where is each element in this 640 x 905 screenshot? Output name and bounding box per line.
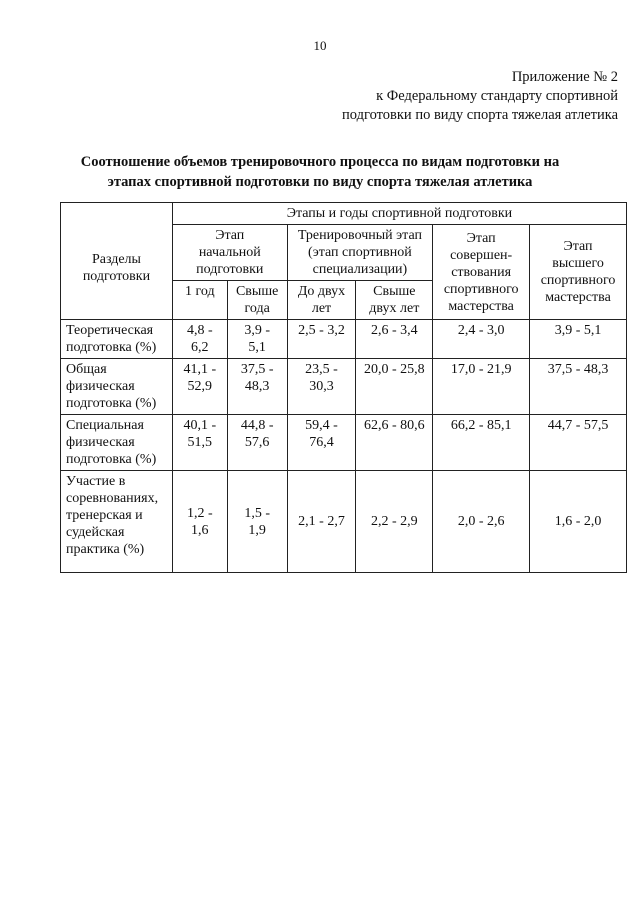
cell-line: 62,6 - 80,6: [363, 418, 425, 433]
cell-line: 5,1: [248, 340, 266, 355]
cell-line: 37,5 - 48,3: [547, 362, 609, 377]
cell-line: 23,5 -: [305, 362, 338, 377]
row-label: [61, 415, 173, 471]
cell-line: 1,5 -: [244, 505, 270, 521]
cell-line: подготовки: [82, 269, 151, 284]
cell-line: Тренировочный этап: [297, 228, 422, 243]
value-cell: [172, 359, 227, 415]
value-cell: [287, 320, 356, 359]
appendix-line: подготовки по виду спорта тяжелая атлетика: [342, 107, 618, 123]
value-cell: [287, 415, 356, 471]
cell-line: 1,2 -: [186, 505, 213, 521]
value-cell: [433, 471, 530, 573]
cell-line: подготовка (%): [66, 396, 157, 411]
cell-line: года: [244, 301, 270, 316]
value-cell: [433, 415, 530, 471]
cell-line: 2,2 - 2,9: [370, 514, 418, 529]
cell-line: 2,5 - 3,2: [298, 323, 345, 338]
value-cell: [287, 471, 356, 573]
value-cell: [356, 415, 433, 471]
cell-line: Этап: [466, 230, 496, 246]
value-cell: [227, 320, 287, 359]
cell-line: 6,2: [191, 340, 209, 355]
cell-line: 1 год: [184, 284, 215, 299]
cell-line: Разделы: [91, 252, 141, 267]
cell-line: 51,5: [187, 435, 213, 450]
cell-line: Этап: [215, 228, 245, 243]
table-row: [61, 359, 627, 415]
cell-line: двух лет: [369, 301, 420, 316]
value-cell: [530, 359, 627, 415]
cell-line: Теоретическая: [66, 323, 154, 338]
cell-line: 3,9 -: [244, 323, 270, 338]
header-stage-initial: [172, 225, 287, 281]
cell-line: спортивного: [443, 281, 519, 297]
cell-line: Свыше: [235, 284, 279, 299]
cell-line: 76,4: [309, 435, 334, 450]
header-stages-group: Этапы и годы спортивной подготовки: [172, 203, 626, 225]
header-stage-improvement: [433, 225, 530, 320]
training-ratio-table: [60, 202, 627, 573]
value-cell: [356, 359, 433, 415]
cell-line: 44,8 -: [240, 418, 274, 433]
value-cell: [433, 359, 530, 415]
cell-line: начальной: [198, 245, 261, 260]
value-cell: [227, 471, 287, 573]
value-cell: [530, 415, 627, 471]
title-line: Соотношение объемов тренировочного процесса по видам подготовки на: [80, 154, 560, 170]
cell-line: 2,1 - 2,7: [298, 514, 345, 529]
cell-line: тренерская и: [66, 508, 143, 523]
cell-line: Участие в: [66, 474, 126, 489]
cell-line: Свыше: [373, 284, 416, 299]
cell-line: 1,6 - 2,0: [554, 514, 602, 529]
value-cell: [172, 415, 227, 471]
header-up-to-two-years: [287, 281, 356, 320]
value-cell: [287, 359, 356, 415]
cell-line: 3,9 - 5,1: [554, 323, 602, 338]
cell-line: 2,4 - 3,0: [457, 323, 505, 338]
cell-line: 57,6: [244, 435, 270, 450]
value-cell: [530, 320, 627, 359]
value-cell: [530, 471, 627, 573]
header-stage-training: [287, 225, 433, 281]
cell-line: физическая: [66, 435, 135, 450]
cell-line: До двух: [297, 284, 346, 299]
value-cell: [356, 320, 433, 359]
table-row: [61, 320, 627, 359]
cell-line: Специальная: [66, 418, 144, 433]
cell-line: 1,9: [248, 522, 266, 538]
cell-line: ствования: [451, 264, 512, 280]
cell-line: совершен-: [450, 247, 513, 263]
cell-line: 37,5 -: [240, 362, 274, 377]
row-label: [61, 471, 173, 573]
header-over-two-years: [356, 281, 433, 320]
cell-line: физическая: [66, 379, 135, 394]
cell-line: 48,3: [244, 379, 270, 394]
value-cell: [356, 471, 433, 573]
cell-line: 4,8 -: [186, 323, 213, 338]
header-over-year: [227, 281, 287, 320]
table-body: [61, 320, 627, 573]
cell-line: высшего: [552, 256, 604, 271]
value-cell: [172, 320, 227, 359]
cell-line: Общая: [66, 362, 107, 377]
cell-line: соревнованиях,: [66, 491, 159, 506]
value-cell: [227, 359, 287, 415]
cell-line: практика (%): [66, 542, 145, 557]
cell-line: судейская: [66, 525, 125, 540]
header-sections: [61, 203, 173, 320]
cell-line: 59,4 -: [305, 418, 338, 433]
cell-line: 52,9: [187, 379, 213, 394]
cell-line: 20,0 - 25,8: [363, 362, 425, 377]
cell-line: 41,1 -: [183, 362, 217, 377]
cell-line: 44,7 - 57,5: [547, 418, 609, 433]
cell-line: специализации): [312, 262, 408, 277]
cell-line: подготовки: [196, 262, 264, 277]
value-cell: [433, 320, 530, 359]
cell-line: мастерства: [448, 298, 514, 314]
cell-line: 2,6 - 3,4: [370, 323, 418, 338]
cell-line: мастерства: [545, 290, 611, 305]
cell-line: 30,3: [309, 379, 334, 394]
table-row: [61, 415, 627, 471]
cell-line: 66,2 - 85,1: [450, 418, 512, 433]
page-number: 10: [313, 38, 327, 53]
cell-line: подготовка (%): [66, 340, 157, 355]
cell-line: спортивного: [540, 273, 616, 288]
appendix-line: к Федеральному стандарту спортивной: [376, 88, 618, 104]
cell-line: 1,6: [191, 522, 209, 538]
table-row: [61, 471, 627, 573]
title-line: этапах спортивной подготовки по виду спорта тяжелая атлетика: [107, 174, 533, 190]
row-label: [61, 320, 173, 359]
cell-line: (этап спортивной: [308, 245, 412, 260]
cell-line: 2,0 - 2,6: [457, 514, 505, 529]
header-first-year: [172, 281, 227, 320]
cell-line: 40,1 -: [183, 418, 217, 433]
document-title: [40, 152, 600, 192]
cell-line: 17,0 - 21,9: [450, 362, 512, 377]
header-row: [61, 203, 627, 225]
value-cell: [227, 415, 287, 471]
cell-line: Этап: [563, 239, 593, 254]
cell-line: подготовка (%): [66, 452, 157, 467]
appendix-header: [342, 68, 618, 125]
appendix-line: Приложение № 2: [511, 69, 618, 85]
value-cell: [172, 471, 227, 573]
header-stage-higher: [530, 225, 627, 320]
cell-line: лет: [311, 301, 332, 316]
row-label: [61, 359, 173, 415]
